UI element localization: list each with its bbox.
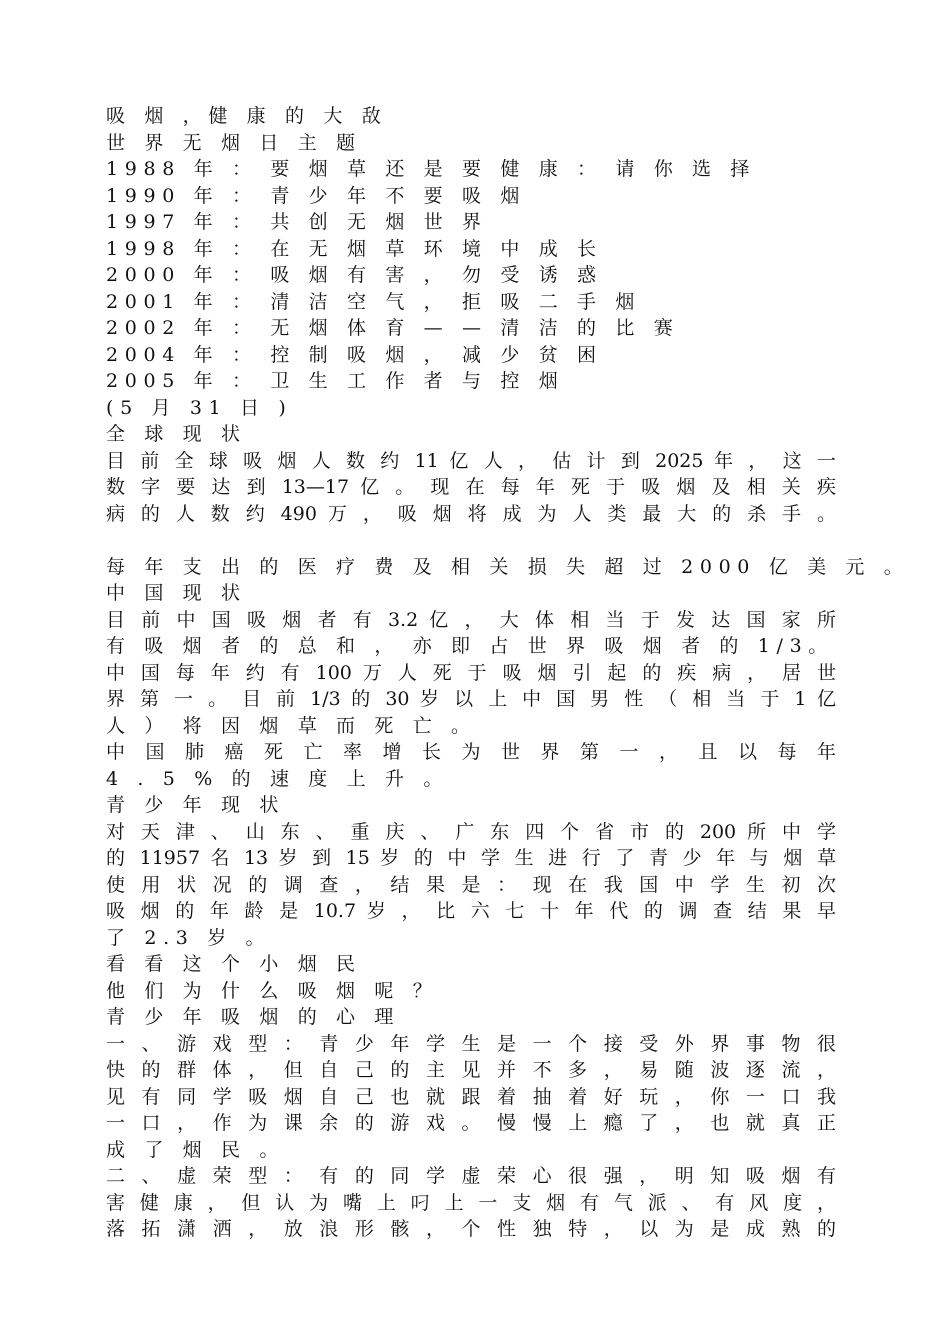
- paragraph-line: 病 的 人 数 约 490 万 ， 吸 烟 将 成 为 人 类 最 大 的 杀 手 。: [106, 502, 836, 525]
- theme-entry: 1988 年 ： 要 烟 草 还 是 要 健 康 ： 请 你 选 择: [106, 158, 757, 180]
- blank-line: [106, 527, 836, 554]
- paragraph-line: 了 2.3 岁 。: [106, 926, 272, 949]
- paragraph-line: 落 拓 潇 洒 ， 放 浪 形 骸 ， 个 性 独 特 ， 以 为 是 成 熟 的: [106, 1218, 836, 1240]
- section-heading: 世 界 无 烟 日 主 题: [106, 131, 362, 154]
- section-heading: 中 国 现 状: [106, 582, 247, 604]
- paragraph-line: 中 国 肺 癌 死 亡 率 增 长 为 世 界 第 一 ， 且 以 每 年: [106, 741, 836, 763]
- theme-entry: 2000 年 ： 吸 烟 有 害 ， 勿 受 诱 惑: [106, 264, 603, 286]
- section-heading: 看 看 这 个 小 烟 民: [106, 953, 362, 975]
- date-note: (5 月 31 日 ): [106, 396, 293, 419]
- paragraph-line: 每 年 支 出 的 医 疗 费 及 相 关 损 失 超 过 2000 亿 美 元 。: [106, 555, 910, 578]
- paragraph-line: 一 口 ， 作 为 课 余 的 游 戏 。 慢 慢 上 瘾 了 ， 也 就 真 正: [106, 1112, 836, 1134]
- paragraph-line: 对 天 津 、 山 东 、 重 庆 、 广 东 四 个 省 市 的 200 所 中 学: [106, 820, 836, 843]
- paragraph-line: 4 . 5 % 的 速 度 上 升 。: [106, 767, 449, 790]
- paragraph-line: 人 ） 将 因 烟 草 而 死 亡 。: [106, 714, 477, 737]
- paragraph-line: 吸 烟 的 年 龄 是 10.7 岁 ， 比 六 七 十 年 代 的 调 查 结 果 早: [106, 900, 836, 922]
- paragraph-line: 快 的 群 体 ， 但 自 己 的 主 见 并 不 多 ， 易 随 波 逐 流 ，: [106, 1059, 836, 1081]
- section-heading: 全 球 现 状: [106, 423, 247, 445]
- theme-entry: 1998 年 ： 在 无 烟 草 环 境 中 成 长: [106, 237, 603, 260]
- theme-entry: 2002 年 ： 无 烟 体 育 — — 清 洁 的 比 赛: [106, 317, 680, 339]
- theme-entry: 1997 年 ： 共 创 无 烟 世 界: [106, 211, 488, 233]
- theme-entry: 1990 年 ： 青 少 年 不 要 吸 烟: [106, 184, 527, 207]
- paragraph-line: 目 前 全 球 吸 烟 人 数 约 11 亿 人 ， 估 计 到 2025 年 ， 这 一: [106, 449, 836, 472]
- paragraph-line: 一 、 游 戏 型 ： 青 少 年 学 生 是 一 个 接 受 外 界 事 物 很: [106, 1032, 836, 1055]
- paragraph-line: 有 吸 烟 者 的 总 和 ， 亦 即 占 世 界 吸 烟 者 的 1/3。: [106, 635, 834, 657]
- paragraph-line: 中 国 每 年 约 有 100 万 人 死 于 吸 烟 引 起 的 疾 病 ， 居 世: [106, 661, 836, 684]
- theme-entry: 2001 年 ： 清 洁 空 气 ， 拒 吸 二 手 烟: [106, 290, 642, 313]
- paragraph-line: 二 、 虚 荣 型 ： 有 的 同 学 虚 荣 心 很 强 ， 明 知 吸 烟 有: [106, 1165, 836, 1187]
- theme-entry: 2005 年 ： 卫 生 工 作 者 与 控 烟: [106, 370, 565, 392]
- document-title: 吸 烟 ，健 康 的 大 敌: [106, 105, 388, 127]
- section-heading: 青 少 年 吸 烟 的 心 理: [106, 1006, 401, 1028]
- paragraph-line: 见 有 同 学 吸 烟 自 己 也 就 跟 着 抽 着 好 玩 ， 你 一 口 我: [106, 1085, 836, 1108]
- theme-entry: 2004 年 ： 控 制 吸 烟 ， 减 少 贫 困: [106, 343, 603, 366]
- paragraph-line: 使 用 状 况 的 调 查 ， 结 果 是 ： 现 在 我 国 中 学 生 初 次: [106, 873, 836, 896]
- paragraph-line: 目 前 中 国 吸 烟 者 有 3.2 亿 ， 大 体 相 当 于 发 达 国 家 所: [106, 608, 836, 631]
- paragraph-line: 的 11957 名 13 岁 到 15 岁 的 中 学 生 进 行 了 青 少 年 与 烟 草: [106, 847, 836, 869]
- paragraph-line: 界 第 一 。 目 前 1/3 的 30 岁 以 上 中 国 男 性 （ 相 当 于 1 亿: [106, 688, 836, 710]
- paragraph-line: 数 字 要 达 到 13—17 亿 。 现 在 每 年 死 于 吸 烟 及 相 关 疾: [106, 476, 836, 498]
- section-heading: 青 少 年 现 状: [106, 794, 286, 816]
- document-body: [106, 103, 910, 1243]
- paragraph-line: 害 健 康 ， 但 认 为 嘴 上 叼 上 一 支 烟 有 气 派 、 有 风 度 ，: [106, 1191, 836, 1214]
- paragraph-line: 成 了 烟 民 。: [106, 1138, 286, 1161]
- section-heading: 他 们 为 什 么 吸 烟 呢 ？: [106, 979, 439, 1002]
